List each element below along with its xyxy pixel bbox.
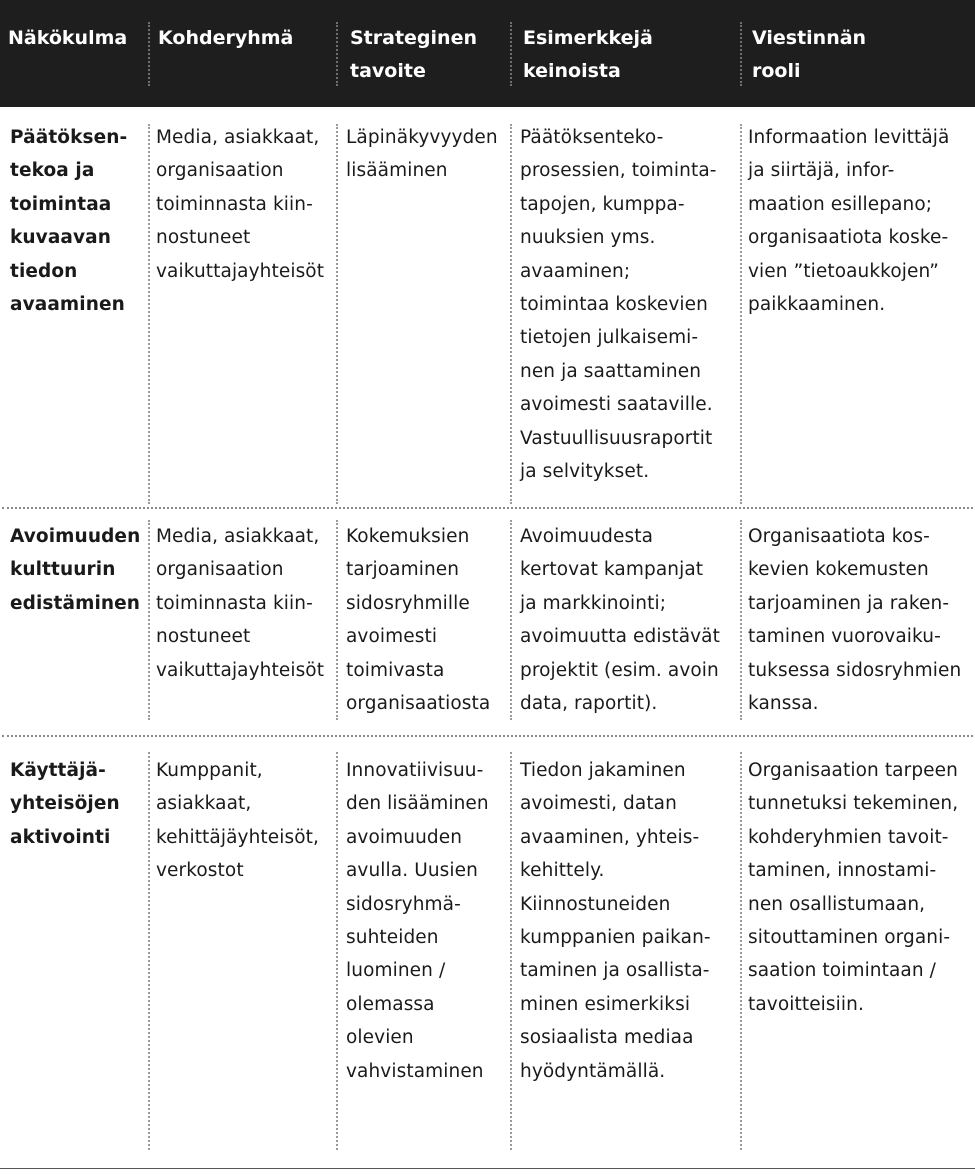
header-strategic-goal-label: Strateginen tavoite [350,27,477,82]
cell-role: Organisaation tarpeen tunnetuksi tekeminen, kohderyhmien tavoit- taminen, innostami- nen osallistumaan, sitouttaminen organi- saation toimintaan / tavoitteisiin. [748,760,959,1015]
header-target-group [150,0,336,107]
header-examples [515,0,740,107]
cell-perspective: Päätöksen- tekoa ja toimintaa kuvaavan tiedon avaaminen [10,127,128,316]
header-strategic-goal [342,0,510,107]
cell-role: Organisaatiota kos- kevien kokemusten tarjoaminen ja raken- taminen vuorovaiku- tuksessa sidosryhmien kanssa. [748,526,962,715]
table-bottom-rule [0,1168,975,1169]
cell-strategic-goal: Läpinäkyvyyden lisääminen [346,127,498,182]
cell-target-group: Media, asiakkaat, organisaation toiminnasta kiin- nostuneet vaikuttajayhteisöt [156,127,325,282]
row-divider [2,507,973,509]
cell-examples: Päätöksenteko- prosessien, toiminta- tapojen, kumppa- nuuksien yms. avaaminen; toimintaa koskevien tietojen julkaisemi- nen ja saattaminen avoimesti saataville. Vastuullisuusraportit ja selvitykset. [520,127,717,483]
cell-examples: Avoimuudesta kertovat kampanjat ja markkinointi; avoimuutta edistävät projektit (esim. avoin data, raportit). [520,526,720,715]
header-perspective [0,0,148,107]
header-target-group-label: Kohderyhmä [158,27,294,49]
header-divider [336,22,338,86]
cell-target-group: Media, asiakkaat, organisaation toiminnasta kiin- nostuneet vaikuttajayhteisöt [156,526,325,681]
header-role-label: Viestinnän rooli [752,27,867,82]
cell-perspective: Käyttäjä- yhteisöjen aktivointi [10,760,120,848]
header-examples-label: Esimerkkejä keinoista [523,27,653,82]
header-divider [740,22,742,86]
cell-strategic-goal: Innovatiivisuu- den lisääminen avoimuuden avulla. Uusien sidosryhmä- suhteiden luominen / olemassa olevien vahvistaminen [346,760,489,1082]
cell-examples: Tiedon jakaminen avoimesti, datan avaaminen, yhteis- kehittely. Kiinnostuneiden kumppanien paikan- taminen ja osallista- minen esimerkiksi sosiaalista mediaa hyödyntämällä. [520,760,711,1082]
row-divider [2,735,973,737]
table-header [0,0,975,107]
header-role [744,0,974,107]
cell-target-group: Kumppanit, asiakkaat, kehittäjäyhteisöt, verkostot [156,760,319,882]
cell-strategic-goal: Kokemuksien tarjoaminen sidosryhmille avoimesti toimivasta organisaatiosta [346,526,491,715]
cell-perspective: Avoimuuden kulttuurin edistäminen [10,526,141,614]
header-perspective-label: Näkökulma [8,27,128,49]
header-divider [510,22,512,86]
cell-role: Informaation levittäjä ja siirtäjä, infor- maation esillepano; organisaatiota koske- vien ”tietoaukkojen” paikkaaminen. [748,127,950,316]
header-divider [148,22,150,86]
